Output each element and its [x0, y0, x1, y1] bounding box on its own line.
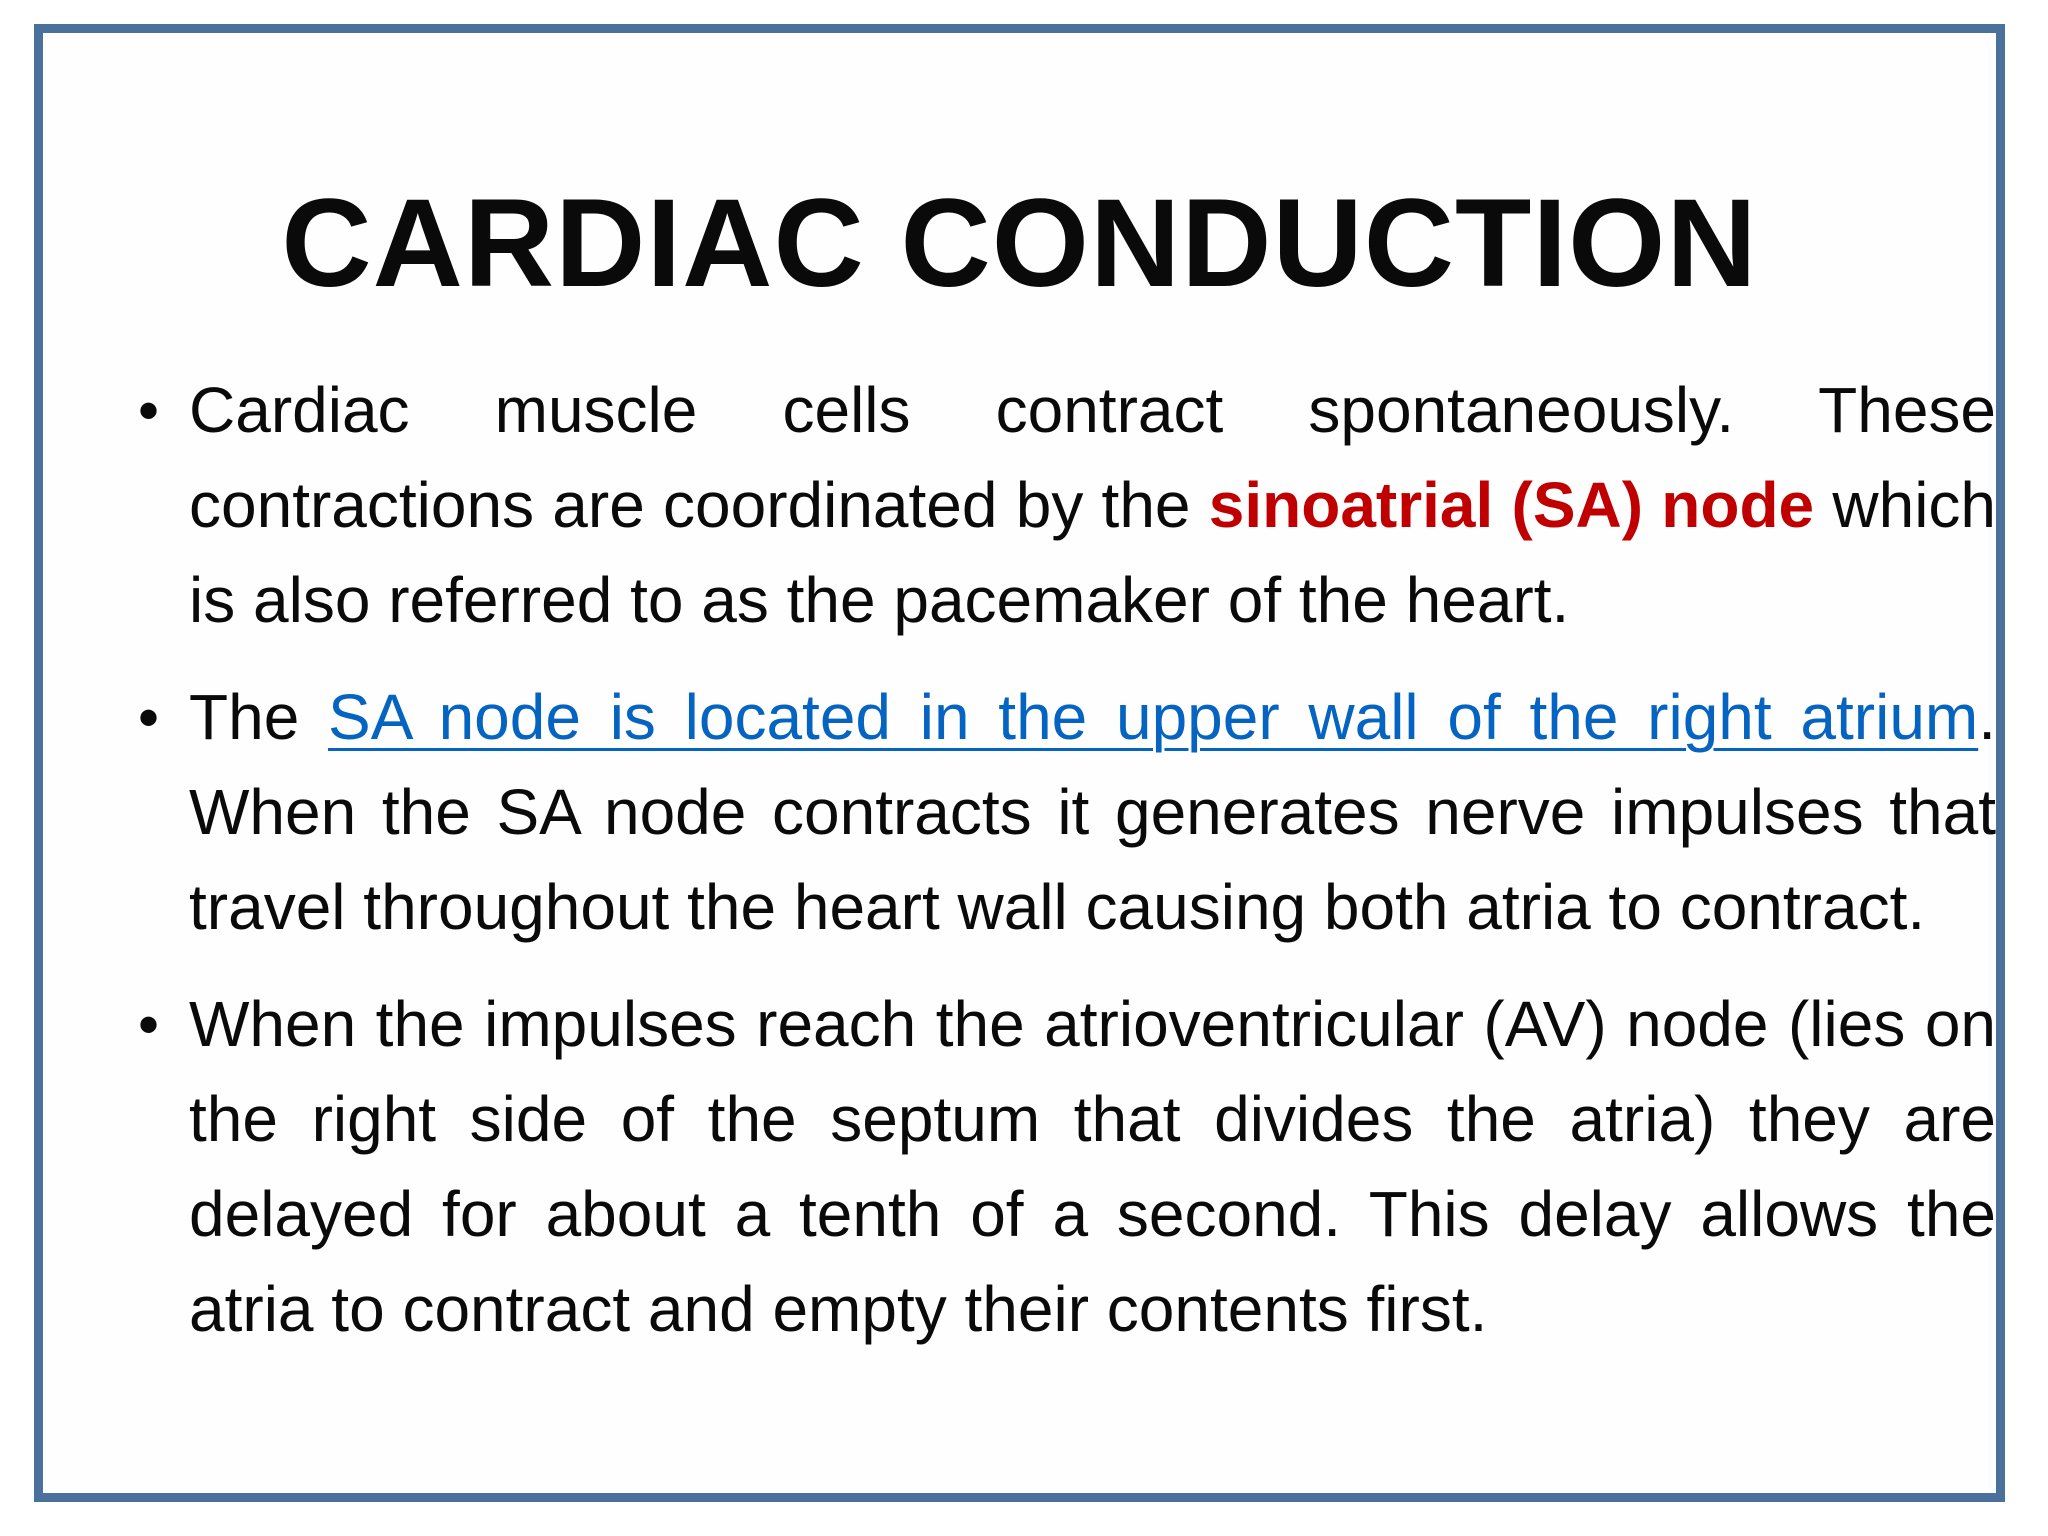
bullet-item-sa-location — [138, 670, 1996, 955]
bullet-list — [138, 363, 1996, 1357]
bullet-text-av-node: When the impulses reach the atrioventricular (AV) node (lies on the right side of the septum that divides the atria) they are delayed for about a tenth of a second. This delay allows the atria to contract and empty their contents first. — [189, 988, 1996, 1345]
bullet-point-icon: • — [138, 377, 160, 444]
bullet-text-the: The — [189, 681, 329, 753]
bullet-text-impulses: . When the SA node contracts it generates nerve impulses that travel throughout the heart wall causing both atria to contract. — [189, 681, 1997, 943]
slide-frame — [34, 24, 2005, 1502]
slide-title: CARDIAC CONDUCTION — [281, 174, 1758, 313]
bullet-item-av-node — [138, 977, 1996, 1357]
bullet-point-icon: • — [138, 991, 160, 1058]
bullet-item-sa-node — [138, 363, 1996, 648]
bullet-text-pacemaker: which is also referred to as the pacemaker of the heart. — [189, 469, 1997, 636]
sa-node-location-link[interactable]: SA node is located in the upper wall of the right atrium — [328, 681, 1979, 753]
bullet-text-intro: Cardiac muscle cells contract spontaneously. These contractions are coordinated by the — [189, 374, 1996, 541]
sinoatrial-node-highlight: sinoatrial (SA) node — [1208, 469, 1815, 541]
bullet-point-icon: • — [138, 684, 160, 751]
